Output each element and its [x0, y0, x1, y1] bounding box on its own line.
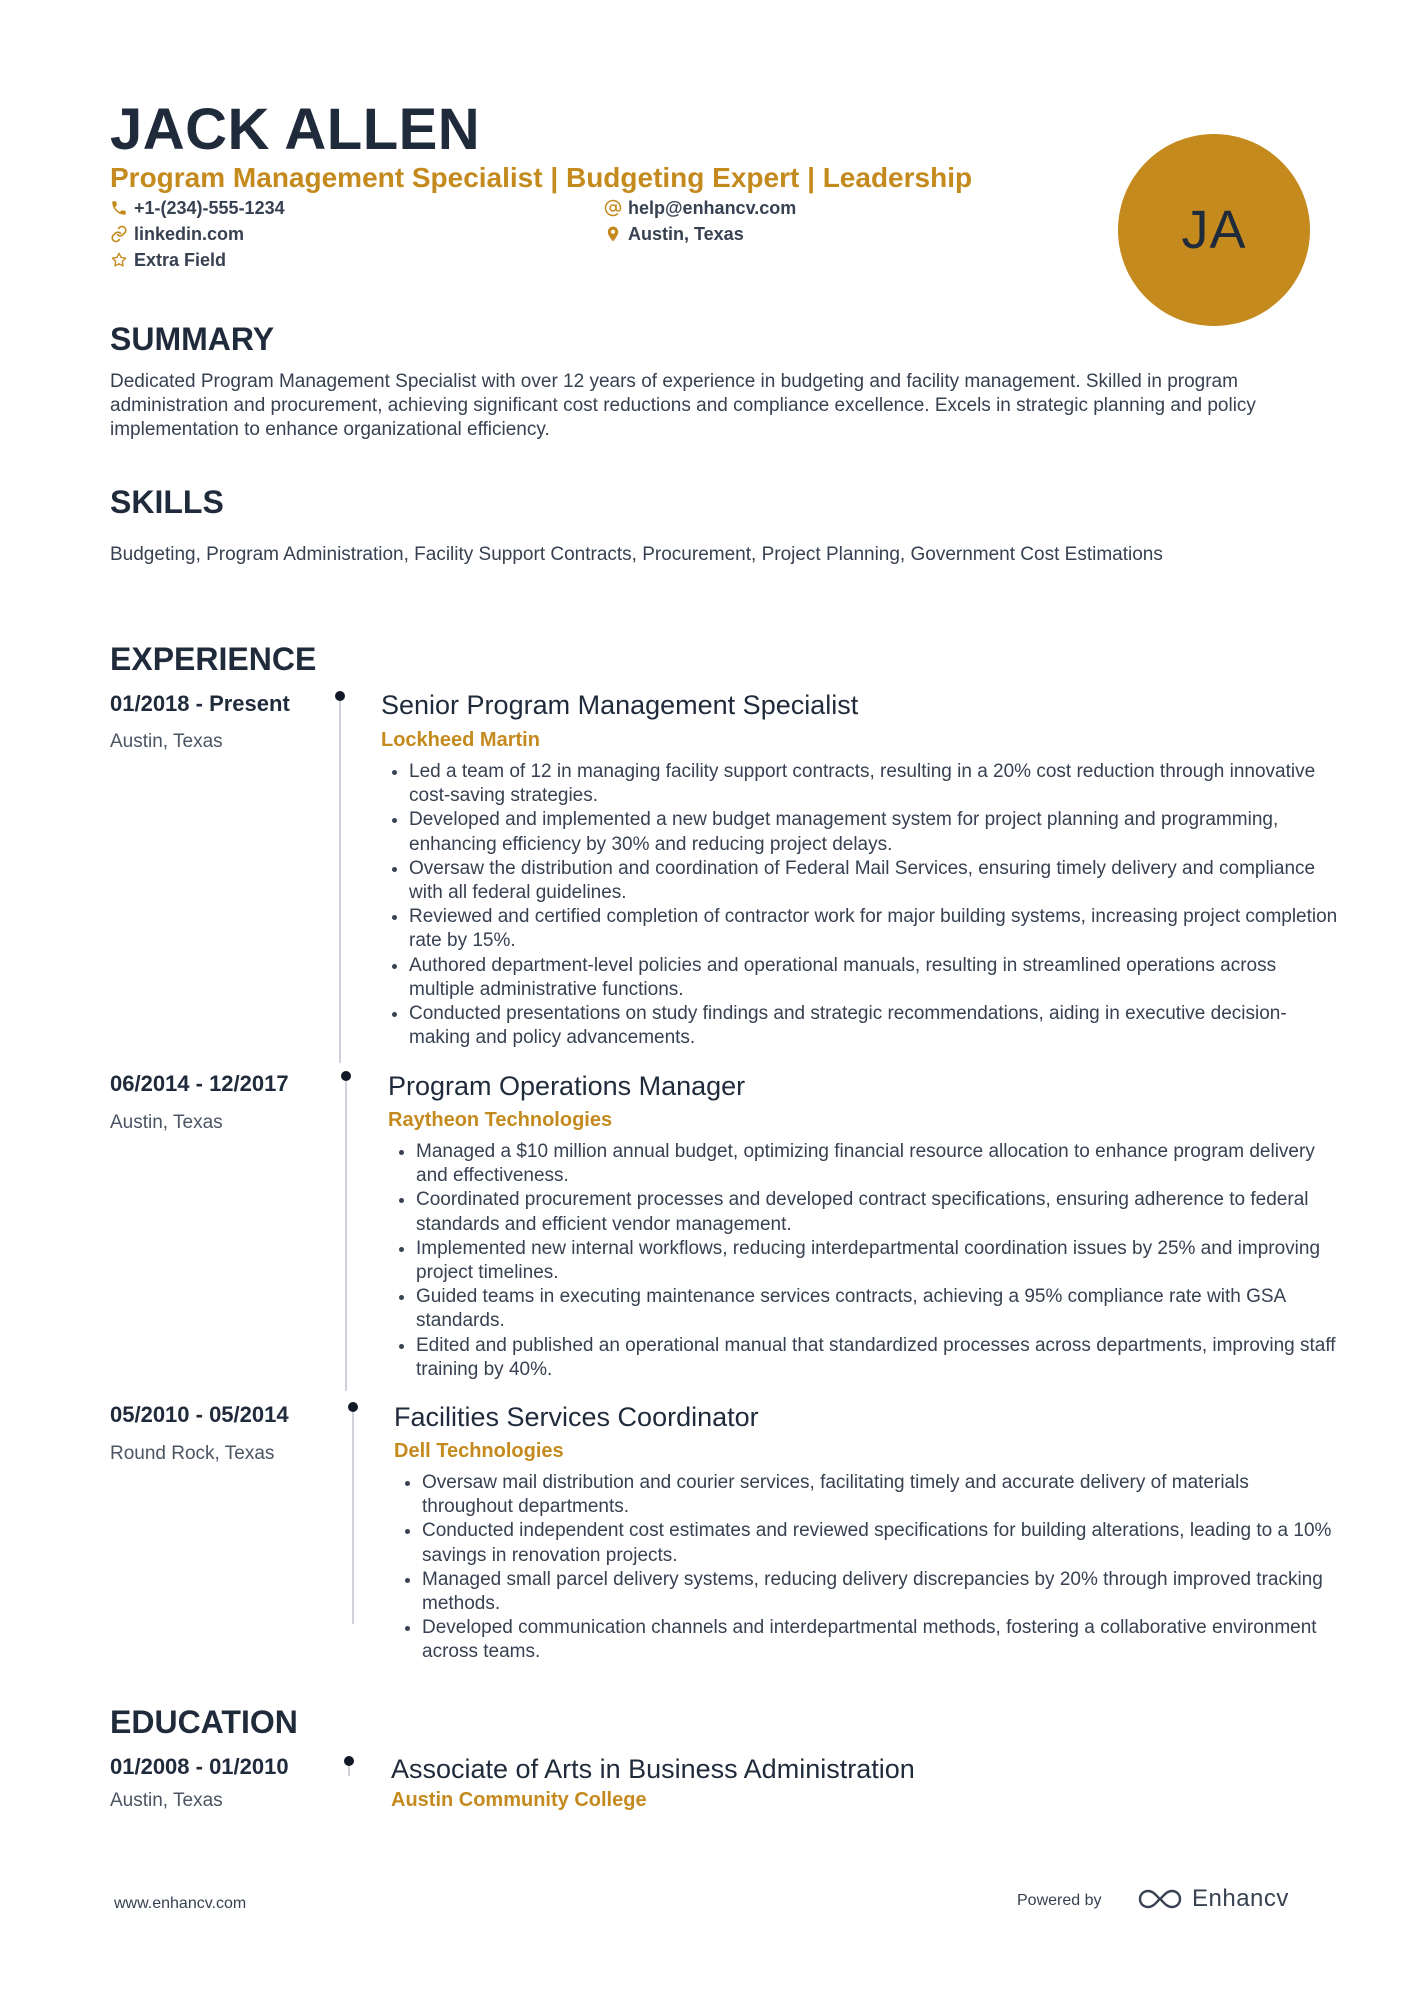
contact-email: [604, 196, 796, 220]
phone-icon: [110, 199, 128, 217]
education-heading: EDUCATION: [110, 1704, 298, 1740]
bullet-item: • Authored department-level policies and operational manuals, resulting in streamlined operations across multiple administrative functions.: [409, 954, 1339, 1002]
bullet-item: • Oversaw the distribution and coordination of Federal Mail Services, ensuring timely delivery and compliance with all federal guidelines.: [409, 857, 1339, 905]
link-icon: [110, 225, 128, 243]
timeline-dot: [335, 691, 345, 701]
footer-url: www.enhancv.com: [114, 1895, 247, 1912]
company-name: Lockheed Martin: [381, 729, 540, 751]
bullet-item: • Oversaw mail distribution and courier services, facilitating timely and accurate delivery of materials throughout departments.: [422, 1471, 1332, 1519]
timeline-line: [348, 1766, 350, 1776]
powered-by-text: Powered by: [1017, 1892, 1102, 1909]
bullet-item: • Managed a $10 million annual budget, optimizing financial resource allocation to enhance program delivery and effectiveness.: [416, 1140, 1336, 1188]
star-icon: [110, 251, 128, 269]
job-title: Senior Program Management Specialist: [381, 690, 859, 720]
contact-linkedin: [110, 222, 244, 246]
job-bullets: [388, 1140, 1336, 1382]
job-location: Round Rock, Texas: [110, 1443, 275, 1464]
job-title: Program Operations Manager: [388, 1071, 746, 1101]
job-title: Facilities Services Coordinator: [394, 1402, 759, 1432]
bullet-item: • Coordinated procurement processes and developed contract specifications, ensuring adherence to federal standards and efficient vendor management.: [416, 1188, 1336, 1236]
job-dates: 05/2010 - 05/2014: [110, 1402, 289, 1427]
bullet-item: • Edited and published an operational manual that standardized processes across departments, improving staff training by 40%.: [416, 1334, 1336, 1382]
brand-name: Enhancv: [1192, 1885, 1289, 1912]
bullet-item: • Reviewed and certified completion of contractor work for major building systems, increasing project completion rate by 15%.: [409, 905, 1339, 953]
enhancv-logo: [1136, 1884, 1289, 1914]
email-text: help@enhancv.com: [628, 198, 797, 218]
timeline-dot: [344, 1756, 354, 1766]
company-name: Raytheon Technologies: [388, 1109, 613, 1131]
avatar: [1118, 134, 1310, 326]
extra-field-text: Extra Field: [134, 250, 227, 270]
bullet-item: • Managed small parcel delivery systems, reducing delivery discrepancies by 20% through improved tracking methods.: [422, 1568, 1332, 1616]
bullet-item: • Guided teams in executing maintenance services contracts, achieving a 95% compliance rate with GSA standards.: [416, 1285, 1336, 1333]
contact-phone: [110, 196, 285, 220]
job-dates: 06/2014 - 12/2017: [110, 1071, 289, 1096]
timeline-dot: [341, 1071, 351, 1081]
timeline-line: [339, 701, 341, 1063]
job-dates: 01/2018 - Present: [110, 691, 290, 716]
bullet-item: • Led a team of 12 in managing facility support contracts, resulting in a 20% cost reduction through innovative cost-saving strategies.: [409, 760, 1339, 808]
summary-text: Dedicated Program Management Specialist with over 12 years of experience in budgeting and facility management. Skilled in program administration and procurement, achieving significant cost reductions and compliance excellence. Excels in strategic planning and policy implementation to enhance organizational efficiency.: [110, 371, 1256, 440]
at-sign-icon: [604, 199, 622, 217]
bullet-item: • Developed and implemented a new budget management system for project planning and programming, enhancing efficiency by 30% and reducing project delays.: [409, 808, 1339, 856]
avatar-initials: JA: [1181, 200, 1247, 260]
job-location: Austin, Texas: [110, 731, 223, 752]
school-name: Austin Community College: [391, 1789, 647, 1811]
summary-heading: SUMMARY: [110, 321, 275, 357]
education-location: Austin, Texas: [110, 1790, 223, 1811]
experience-heading: EXPERIENCE: [110, 641, 317, 677]
timeline-dot: [348, 1402, 358, 1412]
bullet-item: • Conducted independent cost estimates and reviewed specifications for building alterations, leading to a 10% savings in renovation projects.: [422, 1519, 1332, 1567]
job-bullets: [394, 1471, 1332, 1665]
job-location: Austin, Texas: [110, 1112, 223, 1133]
infinity-logo-icon: [1136, 1884, 1184, 1914]
bullet-item: • Conducted presentations on study findings and strategic recommendations, aiding in executive decision-making and policy advancements.: [409, 1002, 1339, 1050]
skills-text: Budgeting, Program Administration, Facility Support Contracts, Procurement, Project Planning, Government Cost Estimations: [110, 544, 1163, 565]
contact-extra: [110, 248, 226, 272]
bullet-item: • Implemented new internal workflows, reducing interdepartmental coordination issues by 25% and improving project timelines.: [416, 1237, 1336, 1285]
map-pin-icon: [604, 225, 622, 243]
job-bullets: [381, 760, 1339, 1050]
bullet-item: • Developed communication channels and interdepartmental methods, fostering a collaborative environment across teams.: [422, 1616, 1332, 1664]
linkedin-text: linkedin.com: [134, 224, 245, 244]
timeline-line: [345, 1081, 347, 1391]
timeline-line: [352, 1412, 354, 1624]
headline: Program Management Specialist | Budgeting Expert | Leadership: [110, 162, 973, 193]
phone-text: +1-(234)-555-1234: [134, 198, 285, 218]
contact-location: [604, 222, 744, 246]
candidate-name: JACK ALLEN: [110, 97, 481, 162]
location-text: Austin, Texas: [628, 224, 744, 244]
company-name: Dell Technologies: [394, 1440, 564, 1462]
skills-heading: SKILLS: [110, 484, 224, 520]
degree-title: Associate of Arts in Business Administration: [391, 1754, 915, 1784]
education-dates: 01/2008 - 01/2010: [110, 1754, 289, 1779]
